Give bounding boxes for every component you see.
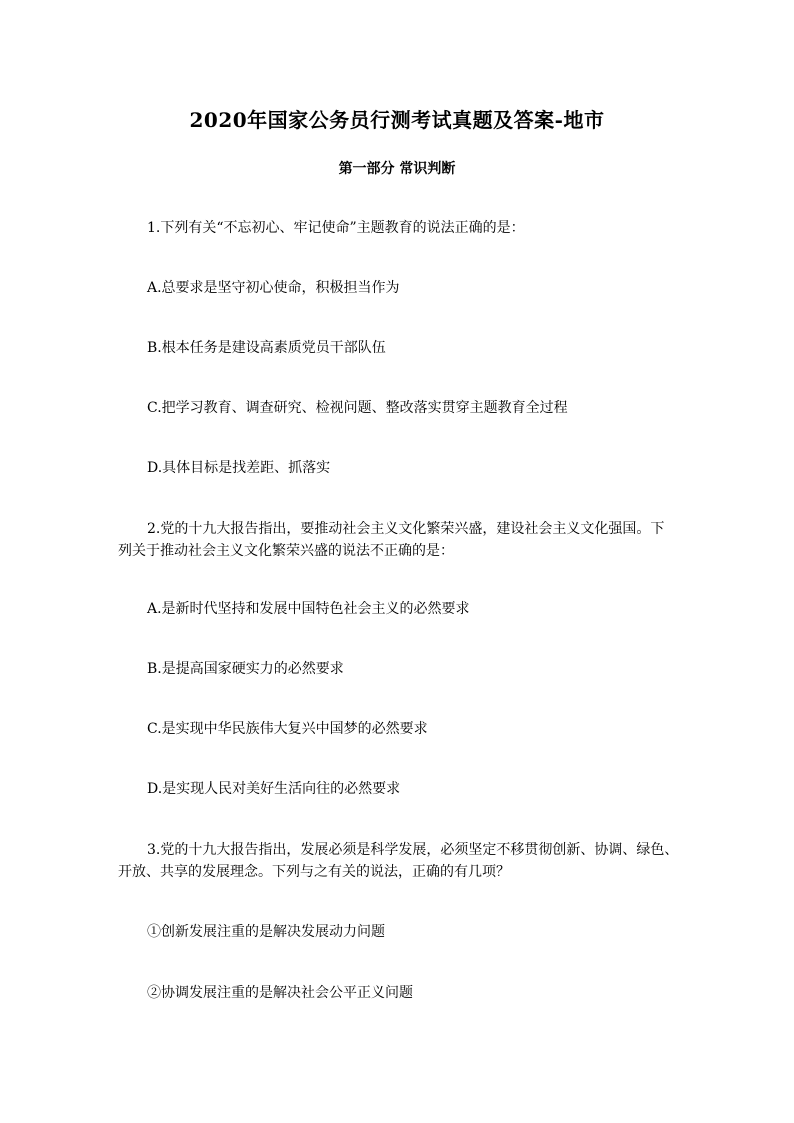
question-1-option-a: A.总要求是坚守初心使命，积极担当作为: [147, 280, 400, 296]
question-2-option-c: C.是实现中华民族伟大复兴中国梦的必然要求: [147, 721, 428, 737]
question-2-option-b: B.是提高国家硬实力的必然要求: [147, 661, 344, 677]
question-3-stem-line-1: 3.党的十九大报告指出，发展必须是科学发展，必须坚定不移贯彻创新、协调、绿色、: [147, 842, 679, 858]
document-title: 2020年国家公务员行测考试真题及答案-地市: [189, 108, 605, 132]
section-heading: 第一部分 常识判断: [338, 161, 456, 177]
question-1-option-c: C.把学习教育、调查研究、检视问题、整改落实贯穿主题教育全过程: [147, 400, 568, 416]
question-1-stem: 1.下列有关“不忘初心、牢记使命”主题教育的说法正确的是：: [147, 220, 525, 236]
question-3-item-1: ①创新发展注重的是解决发展动力问题: [147, 924, 385, 940]
question-3-stem-line-2: 开放、共享的发展理念。下列与之有关的说法，正确的有几项？: [118, 864, 510, 880]
question-2-option-d: D.是实现人民对美好生活向往的必然要求: [147, 781, 401, 797]
question-2-option-a: A.是新时代坚持和发展中国特色社会主义的必然要求: [147, 601, 470, 617]
question-2-stem-line-2: 列关于推动社会主义文化繁荣兴盛的说法不正确的是：: [118, 543, 454, 559]
question-3-item-2: ②协调发展注重的是解决社会公平正义问题: [147, 985, 413, 1001]
question-1-option-b: B.根本任务是建设高素质党员干部队伍: [147, 340, 386, 356]
question-2-stem-line-1: 2.党的十九大报告指出，要推动社会主义文化繁荣兴盛，建设社会主义文化强国。下: [147, 521, 665, 537]
question-1-option-d: D.具体目标是找差距、抓落实: [147, 460, 331, 476]
